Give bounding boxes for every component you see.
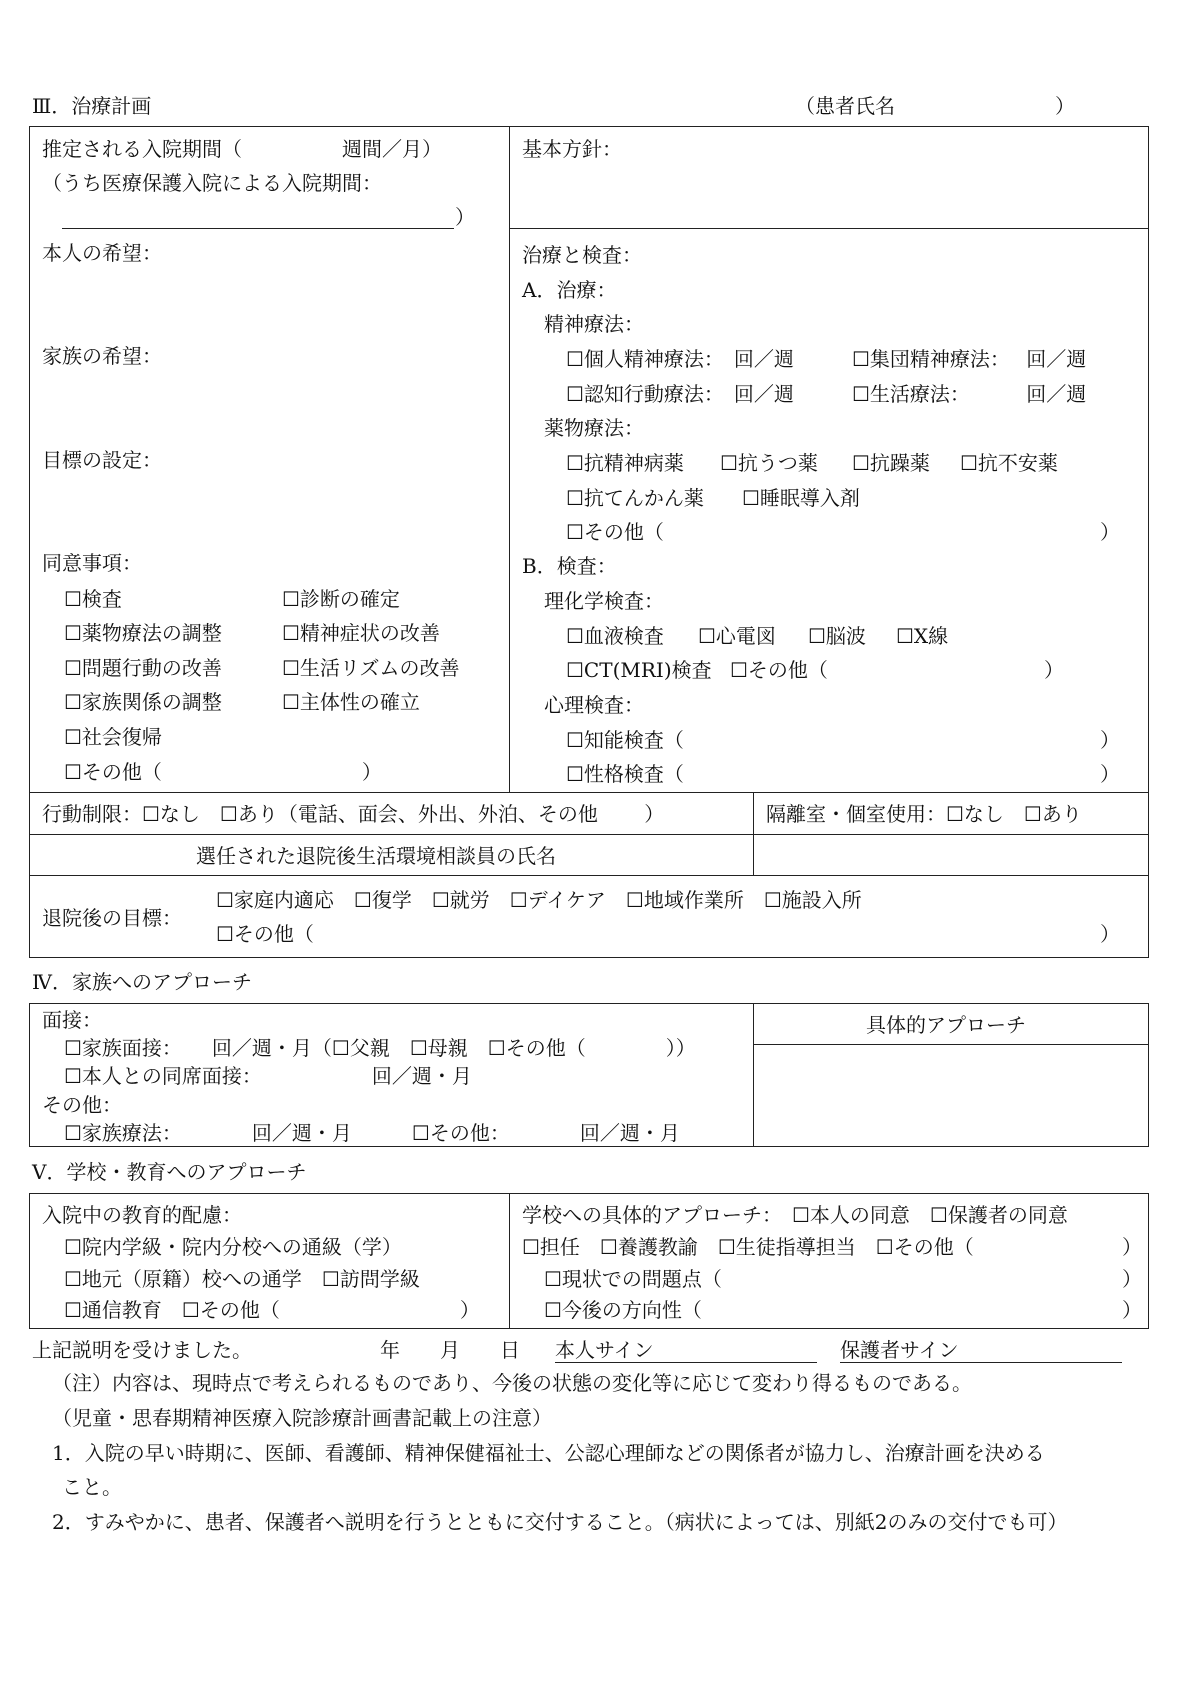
individual-therapy-checkbox[interactable]: ☐個人精神療法： 回／週 — [566, 347, 794, 371]
interview-label: 面接： — [42, 1008, 102, 1032]
physchem-label: 理化学検査： — [544, 589, 664, 613]
section-title-family: Ⅳ．家族へのアプローチ — [32, 970, 252, 994]
protective-period-line[interactable] — [62, 228, 454, 229]
cognitive-therapy-checkbox[interactable]: ☐認知行動療法： 回／週 — [566, 382, 794, 406]
drug-checkbox[interactable]: ☐睡眠導入剤 — [742, 486, 860, 510]
consent-checkbox[interactable]: ☐薬物療法の調整 — [64, 621, 222, 645]
note-title: （児童・思春期精神医療入院診療計画書記載上の注意） — [52, 1406, 552, 1430]
consent-checkbox[interactable]: ☐精神症状の改善 — [282, 621, 440, 645]
patient-name-field[interactable]: （患者氏名 ） — [795, 94, 1075, 118]
life-therapy-checkbox[interactable]: ☐生活療法： 回／週 — [852, 382, 1087, 406]
drug-other-checkbox[interactable]: ☐その他（ — [566, 520, 664, 544]
protective-admission-period: （うち医療保護入院による入院期間： — [42, 171, 382, 195]
drug-checkbox[interactable]: ☐抗不安薬 — [960, 451, 1058, 475]
treatment-a-label: A．治療： — [522, 278, 617, 302]
guardian-sign-line[interactable] — [840, 1362, 1122, 1363]
consent-checkbox[interactable]: ☐その他（ ） — [64, 760, 382, 784]
exam-checkbox[interactable]: ☐心電図 — [698, 624, 776, 648]
specific-approach-header: 具体的アプローチ — [866, 1013, 1026, 1037]
drug-checkbox[interactable]: ☐抗うつ薬 — [720, 451, 818, 475]
exam-other-checkbox[interactable]: ☐その他（ — [730, 658, 828, 682]
school-approach-label[interactable]: 学校への具体的アプローチ： ☐本人の同意 ☐保護者の同意 — [522, 1203, 1068, 1227]
drug-checkbox[interactable]: ☐抗精神病薬 — [566, 451, 684, 475]
consent-checkbox[interactable]: ☐生活リズムの改善 — [282, 656, 460, 680]
psychotherapy-label: 精神療法： — [544, 312, 644, 336]
consent-checkbox[interactable]: ☐家族関係の調整 — [64, 690, 222, 714]
consent-checkbox[interactable]: ☐問題行動の改善 — [64, 656, 222, 680]
education-consideration-label: 入院中の教育的配慮： — [42, 1203, 242, 1227]
current-problem-checkbox[interactable]: ☐現状での問題点（ — [544, 1267, 722, 1291]
received-explanation: 上記説明を受けました。 — [32, 1338, 252, 1362]
consent-checkbox[interactable]: ☐社会復帰 — [64, 725, 162, 749]
exam-checkbox[interactable]: ☐X線 — [896, 624, 949, 648]
consent-checkbox[interactable]: ☐診断の確定 — [282, 587, 400, 611]
goal-setting-label: 目標の設定： — [42, 448, 162, 472]
isolation-room-use[interactable]: 隔離室・個室使用：☐なし ☐あり — [766, 802, 1082, 826]
joint-interview-checkbox[interactable]: ☐本人との同席面接： 回／週・月 — [64, 1064, 472, 1088]
note-content: （注）内容は、現時点で考えられるものであり、今後の状態の変化等に応じて変わり得るものである。 — [52, 1371, 972, 1395]
discharge-options[interactable]: ☐家庭内適応 ☐復学 ☐就労 ☐デイケア ☐地域作業所 ☐施設入所 — [216, 888, 862, 912]
edu-checkbox[interactable]: ☐院内学級・院内分校への通級（学） — [64, 1235, 402, 1259]
consent-title: 同意事項： — [42, 551, 142, 575]
family-interview-checkbox[interactable]: ☐家族面接： 回／週・月（☐父親 ☐母親 ☐その他（ ）） — [64, 1036, 696, 1060]
future-direction-checkbox[interactable]: ☐今後の方向性（ — [544, 1298, 702, 1322]
behavior-restriction[interactable]: 行動制限：☐なし ☐あり（電話、面会、外出、外泊、その他 ） — [42, 802, 665, 826]
school-staff-checkbox[interactable]: ☐担任 ☐養護教諭 ☐生徒指導担当 ☐その他（ — [522, 1235, 974, 1259]
drug-checkbox[interactable]: ☐抗躁薬 — [852, 451, 930, 475]
note-item-2: 2．すみやかに、患者、保護者へ説明を行うとともに交付すること。（病状によっては、別紙2のみの交付でも可） — [52, 1510, 1068, 1534]
basic-policy-label: 基本方針： — [522, 137, 622, 161]
exam-checkbox[interactable]: ☐血液検査 — [566, 624, 664, 648]
self-wish-label: 本人の希望： — [42, 241, 162, 265]
exam-checkbox[interactable]: ☐脳波 — [808, 624, 866, 648]
family-therapy-checkbox[interactable]: ☐家族療法： 回／週・月 ☐その他： 回／週・月 — [64, 1121, 680, 1145]
treatment-b-label: B．検査： — [522, 554, 617, 578]
discharge-goal-label: 退院後の目標： — [42, 906, 182, 930]
self-sign-label: 本人サイン — [555, 1338, 654, 1362]
section-title-school: Ⅴ．学校・教育へのアプローチ — [32, 1160, 307, 1184]
date-field[interactable]: 年 月 日 — [380, 1338, 520, 1362]
group-therapy-checkbox[interactable]: ☐集団精神療法： 回／週 — [852, 347, 1087, 371]
consent-checkbox[interactable]: ☐検査 — [64, 587, 122, 611]
note-item-1-cont: こと。 — [62, 1475, 122, 1499]
family-other-label: その他： — [42, 1093, 122, 1117]
counselor-label: 選任された退院後生活環境相談員の氏名 — [196, 844, 556, 868]
discharge-other-checkbox[interactable]: ☐その他（ — [216, 922, 314, 946]
exam-checkbox[interactable]: ☐CT(MRI)検査 — [566, 658, 712, 682]
family-wish-label: 家族の希望： — [42, 344, 162, 368]
edu-checkbox[interactable]: ☐地元（原籍）校への通学 ☐訪問学級 — [64, 1267, 420, 1291]
section-title-treatment-plan: Ⅲ．治療計画 — [32, 94, 152, 118]
guardian-sign-label: 保護者サイン — [840, 1338, 959, 1362]
treatment-exam-title: 治療と検査： — [522, 243, 642, 267]
personality-test-checkbox[interactable]: ☐性格検査（ — [566, 762, 684, 786]
intelligence-test-checkbox[interactable]: ☐知能検査（ — [566, 728, 684, 752]
drug-checkbox[interactable]: ☐抗てんかん薬 — [566, 486, 704, 510]
edu-checkbox[interactable]: ☐通信教育 ☐その他（ ） — [64, 1298, 480, 1322]
consent-checkbox[interactable]: ☐主体性の確立 — [282, 690, 420, 714]
admission-period[interactable]: 推定される入院期間（ 週間／月） — [42, 137, 442, 161]
medication-label: 薬物療法： — [544, 416, 644, 440]
note-item-1: 1．入院の早い時期に、医師、看護師、精神保健福祉士、公認心理師などの関係者が協力し、治療計画を決める — [52, 1441, 1045, 1465]
self-sign-line[interactable] — [555, 1362, 817, 1363]
psych-exam-label: 心理検査： — [544, 693, 644, 717]
